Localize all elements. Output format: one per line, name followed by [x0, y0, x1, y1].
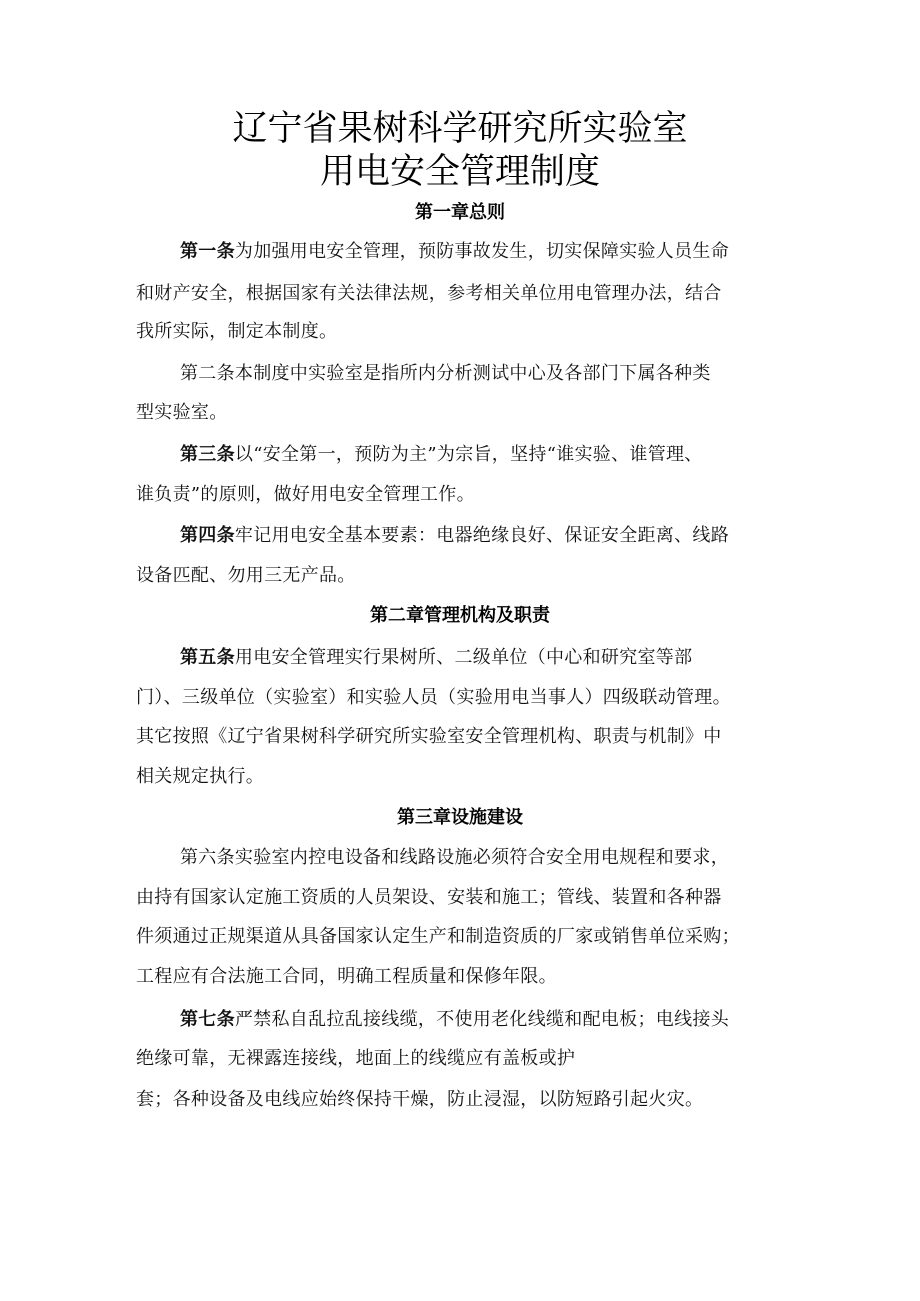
article-4-line-2: 设备匹配、勿用三无产品。 [136, 565, 356, 586]
article-3-line-2: 谁负责”的原则，做好用电安全管理工作。 [136, 484, 475, 505]
article-label: 第四条 [180, 525, 235, 546]
article-6-line-1: 第六条实验室内控电设备和线路设施必须符合安全用电规程和要求， [180, 847, 729, 868]
article-6-line-4: 工程应有合法施工合同，明确工程质量和保修年限。 [136, 966, 557, 987]
article-6-line-2: 由持有国家认定施工资质的人员架设、安装和施工；管线、装置和各种器 [136, 887, 722, 908]
article-1-line-3: 我所实际，制定本制度。 [136, 321, 338, 342]
article-label: 第七条 [180, 1009, 235, 1030]
article-5-line-3: 其它按照《辽宁省果树科学研究所实验室安全管理机构、职责与机制》中 [136, 726, 722, 747]
article-2-line-1: 第二条本制度中实验室是指所内分析测试中心及各部门下属各种类 [180, 363, 711, 384]
article-1-line-2: 和财产安全，根据国家有关法律法规，参考相关单位用电管理办法，结合 [136, 283, 722, 304]
article-7-line-2: 绝缘可靠，无裸露连接线，地面上的线缆应有盖板或护 [136, 1048, 576, 1069]
article-text: 用电安全管理实行果树所、二级单位（中心和研究室等部 [234, 647, 693, 668]
document-title-line-2: 用电安全管理制度 [319, 152, 600, 192]
article-5-line-1 [180, 646, 692, 670]
chapter-heading: 第二章管理机构及职责 [370, 605, 550, 626]
chapter-heading: 第一章总则 [415, 202, 505, 223]
article-1-line-1 [180, 240, 729, 264]
article-label: 第一条 [180, 241, 235, 262]
article-text: 以“安全第一，预防为主”为宗旨，坚持“谁实验、谁管理、 [234, 444, 703, 465]
article-label: 第五条 [180, 647, 235, 668]
document-title-line-1: 辽宁省果树科学研究所实验室 [232, 109, 688, 149]
article-7-line-1 [180, 1008, 729, 1032]
chapter-heading: 第三章设施建设 [397, 807, 523, 828]
article-5-line-4: 相关规定执行。 [136, 766, 265, 787]
article-3-line-1 [180, 443, 703, 467]
article-4-line-1 [180, 524, 729, 548]
article-text: 为加强用电安全管理，预防事故发生，切实保障实验人员生命 [234, 241, 730, 262]
article-text: 严禁私自乱拉乱接线缆，不使用老化线缆和配电板；电线接头 [234, 1009, 730, 1030]
article-5-line-2: 门）、三级单位（实验室）和实验人员（实验用电当事人）四级联动管理。 [136, 687, 731, 708]
article-label: 第三条 [180, 444, 235, 465]
article-6-line-3: 件须通过正规渠道从具备国家认定生产和制造资质的厂家或销售单位采购； [136, 926, 740, 947]
article-7-line-3: 套；各种设备及电线应始终保持干燥，防止浸湿，以防短路引起火灾。 [136, 1089, 704, 1110]
article-text: 牢记用电安全基本要素：电器绝缘良好、保证安全距离、线路 [234, 525, 730, 546]
article-2-line-2: 型实验室。 [136, 402, 228, 423]
